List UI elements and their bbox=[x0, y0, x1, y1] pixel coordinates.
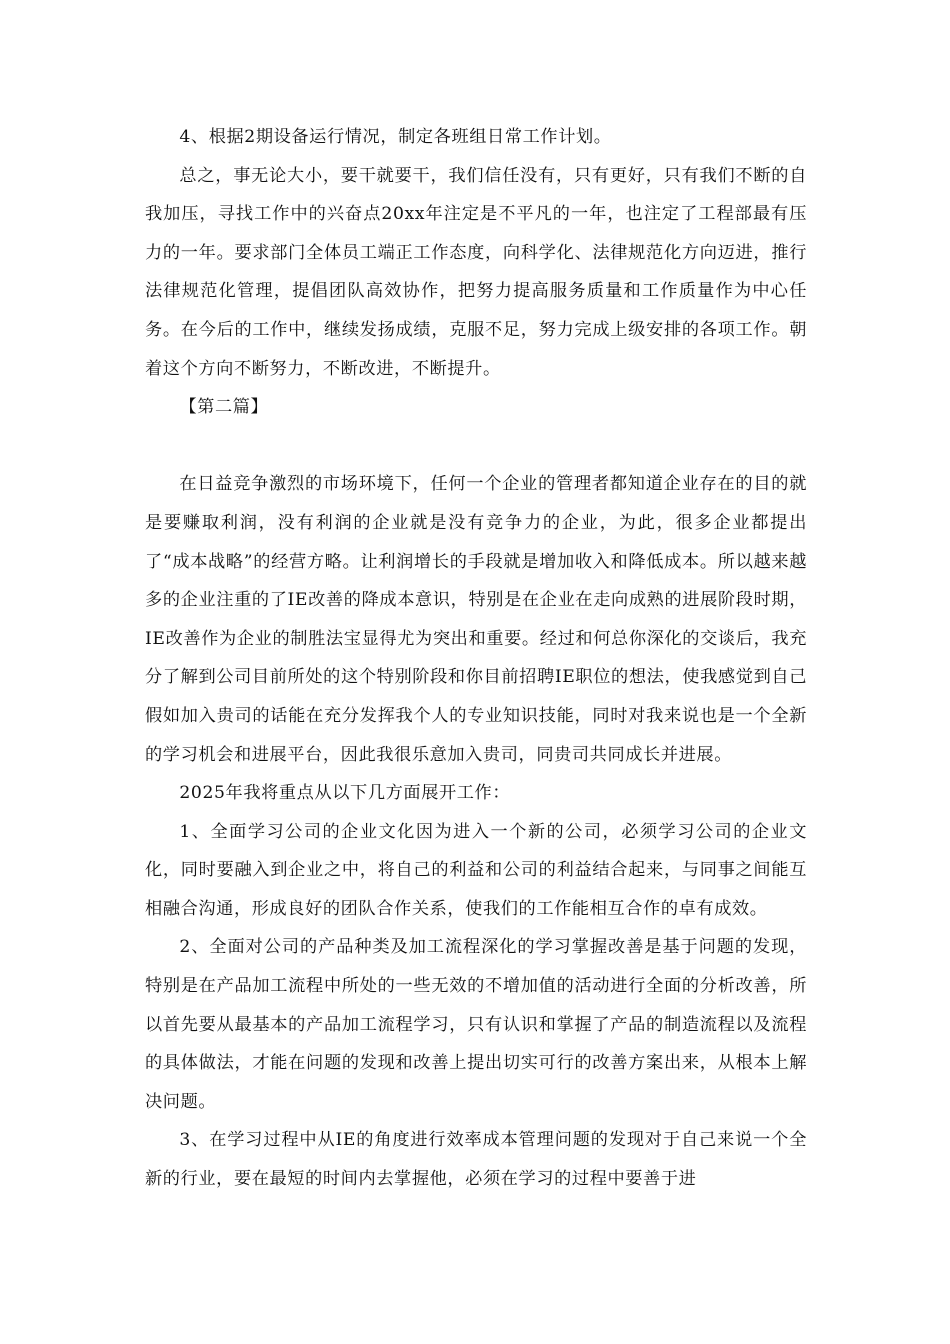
section-heading: 【第二篇】 bbox=[179, 397, 269, 418]
paragraph-item-4: 4、根据2期设备运行情况，制定各班组日常工作计划。 bbox=[179, 127, 612, 147]
paragraph-intro: 在日益竞争激烈的市场环境下，任何一个企业的管理者都知道企业存在的目的就是要赚取利润，没有利润的企业就是没有竞争力的企业，为此，很多企业都提出了“成本战略”的经营方略。让利润增长的手段就是增加收入和降低成本。所以越来越多的企业注重的了IE改善的降成本意识，特别是在企业在走向成熟的进展阶段时期，IE改善作为企业的制胜法宝显得尤为突出和重要。经过和何总你深化的交谈后，我充分了解到公司目前所处的这个特别阶段和你目前招聘IE职位的想法，使我感觉到自己假如加入贵司的话能在充分发挥我个人的专业知识技能，同时对我来说也是一个全新的学习机会和进展平台，因此我很乐意加入贵司，同贵司共同成长并进展。 bbox=[145, 474, 807, 765]
paragraph-summary: 总之，事无论大小，要干就要干，我们信任没有，只有更好，只有我们不断的自我加压，寻找工作中的兴奋点20xx年注定是不平凡的一年，也注定了工程部最有压力的一年。要求部门全体员工端正工作态度，向科学化、法律规范化方向迈进，推行法律规范化管理，提倡团队高效协作，把努力提高服务质量和工作质量作为中心任务。在今后的工作中，继续发扬成绩，克服不足，努力完成上级安排的各项工作。朝着这个方向不断努力，不断改进，不断提升。 bbox=[145, 165, 807, 379]
blank-line bbox=[145, 427, 807, 466]
paragraph-item-1: 1、全面学习公司的企业文化因为进入一个新的公司，必须学习公司的企业文化，同时要融入到企业之中，将自己的利益和公司的利益结合起来，与同事之间能互相融合沟通，形成良好的团队合作关系，使我们的工作能相互合作的卓有成效。 bbox=[145, 821, 807, 919]
document-page bbox=[145, 118, 807, 1199]
paragraph-plan-heading: 2025年我将重点从以下几方面展开工作： bbox=[179, 783, 511, 804]
paragraph-item-3: 3、在学习过程中从IE的角度进行效率成本管理问题的发现对于自己来说一个全新的行业，要在最短的时间内去掌握他，必须在学习的过程中要善于进 bbox=[145, 1130, 807, 1190]
paragraph-item-2: 2、全面对公司的产品种类及加工流程深化的学习掌握改善是基于问题的发现，特别是在产品加工流程中所处的一些无效的不增加值的活动进行全面的分析改善，所以首先要从最基本的产品加工流程学习，只有认识和掌握了产品的制造流程以及流程的具体做法，才能在问题的发现和改善上提出切实可行的改善方案出来，从根本上解决问题。 bbox=[145, 937, 807, 1112]
